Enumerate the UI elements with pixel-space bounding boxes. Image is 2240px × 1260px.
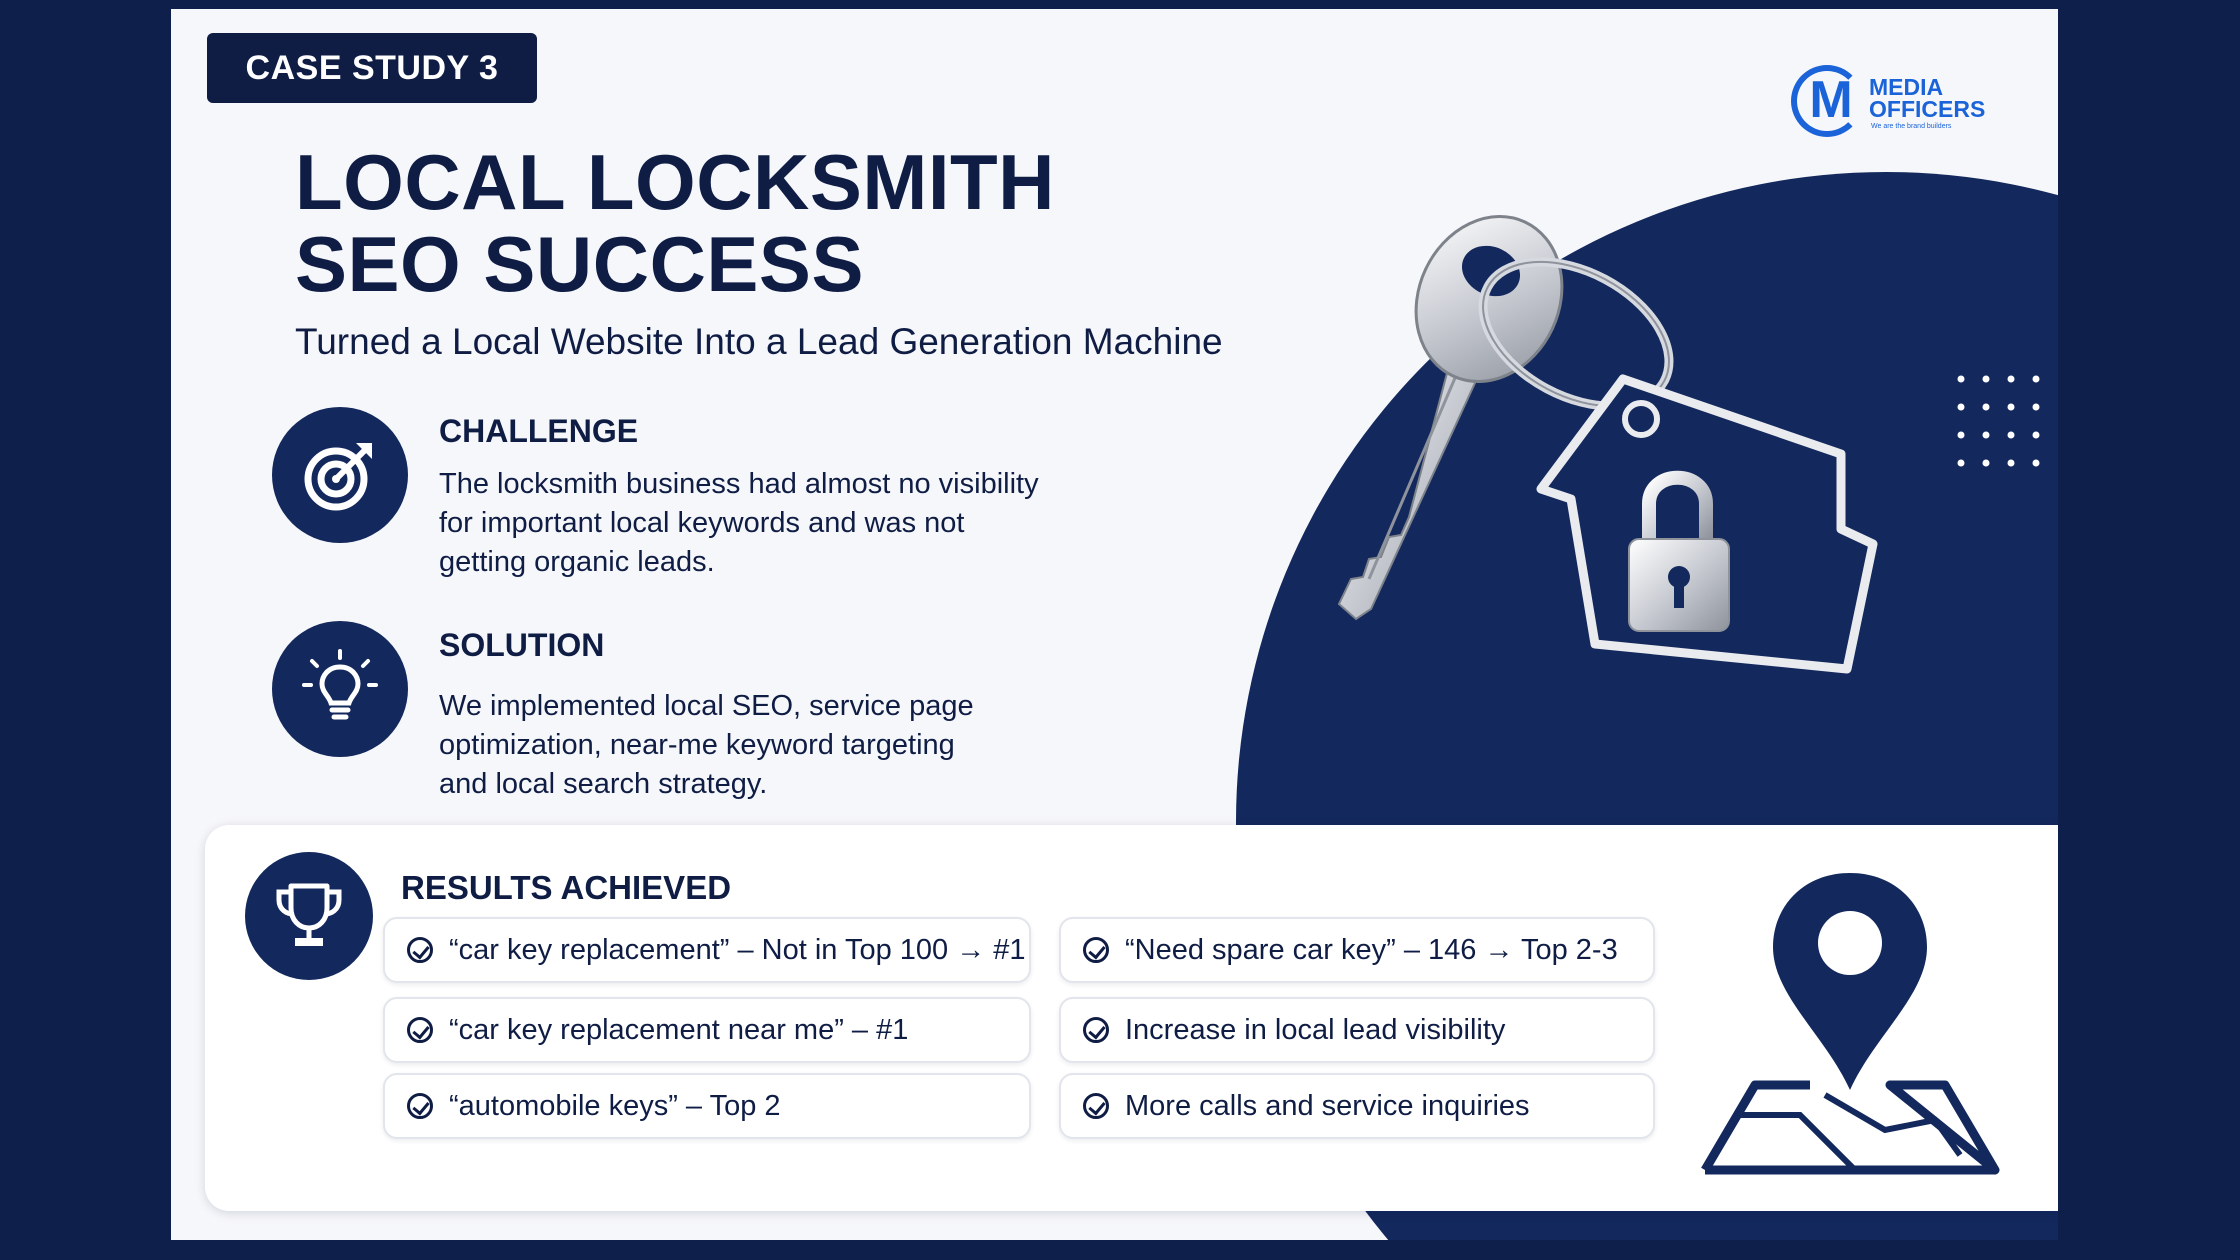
check-circle-icon [407, 1093, 433, 1119]
page-subtitle: Turned a Local Website Into a Lead Generation Machine [295, 321, 1223, 362]
title-line-2: SEO SUCCESS [295, 220, 864, 308]
result-text: “automobile keys” – Top 2 [449, 1089, 781, 1122]
case-study-badge: CASE STUDY 3 [207, 33, 537, 103]
result-item [1059, 997, 1655, 1063]
decorative-dots [1951, 367, 2051, 497]
result-item [1059, 917, 1655, 983]
challenge-line: for important local keywords and was not [439, 507, 965, 539]
map-pin-icon [1685, 865, 2015, 1195]
challenge-line: The locksmith business had almost no visibility [439, 468, 1039, 500]
result-item [383, 997, 1031, 1063]
result-text: Increase in local lead visibility [1125, 1013, 1506, 1046]
result-item [383, 1073, 1031, 1139]
logo-tagline: We are the brand builders [1871, 123, 1952, 130]
challenge-line: getting organic leads. [439, 546, 715, 578]
solution-line: and local search strategy. [439, 768, 768, 800]
solution-line: We implemented local SEO, service page [439, 690, 974, 722]
lightbulb-icon [272, 621, 408, 757]
media-officers-logo [1791, 57, 2021, 147]
challenge-heading: CHALLENGE [439, 413, 639, 449]
check-circle-icon [407, 1017, 433, 1043]
result-item [383, 917, 1031, 983]
check-circle-icon [1083, 1017, 1109, 1043]
result-text: More calls and service inquiries [1125, 1089, 1530, 1122]
results-heading: RESULTS ACHIEVED [401, 869, 732, 906]
trophy-icon [245, 852, 373, 980]
logo-text-line1: MEDIA [1869, 74, 1944, 100]
results-panel [205, 825, 2058, 1211]
challenge-text [439, 465, 1139, 582]
check-circle-icon [407, 937, 433, 963]
logo-mark: M [1809, 71, 1853, 129]
result-text: “Need spare car key” – 146 → Top 2-3 [1125, 933, 1618, 966]
solution-text [439, 687, 1139, 804]
logo-text-line2: OFFICERS [1869, 96, 1986, 122]
solution-heading: SOLUTION [439, 627, 605, 663]
check-circle-icon [1083, 937, 1109, 963]
result-text: “car key replacement” – Not in Top 100 → #1 [449, 933, 1026, 966]
result-text: “car key replacement near me” – #1 [449, 1013, 909, 1046]
result-item [1059, 1073, 1655, 1139]
key-house-illustration [1311, 199, 2051, 759]
target-icon [272, 407, 408, 543]
page-title [295, 138, 1056, 308]
solution-line: optimization, near-me keyword targeting [439, 729, 955, 761]
title-line-1: LOCAL LOCKSMITH [295, 138, 1056, 226]
check-circle-icon [1083, 1093, 1109, 1119]
case-study-card [171, 9, 2058, 1240]
